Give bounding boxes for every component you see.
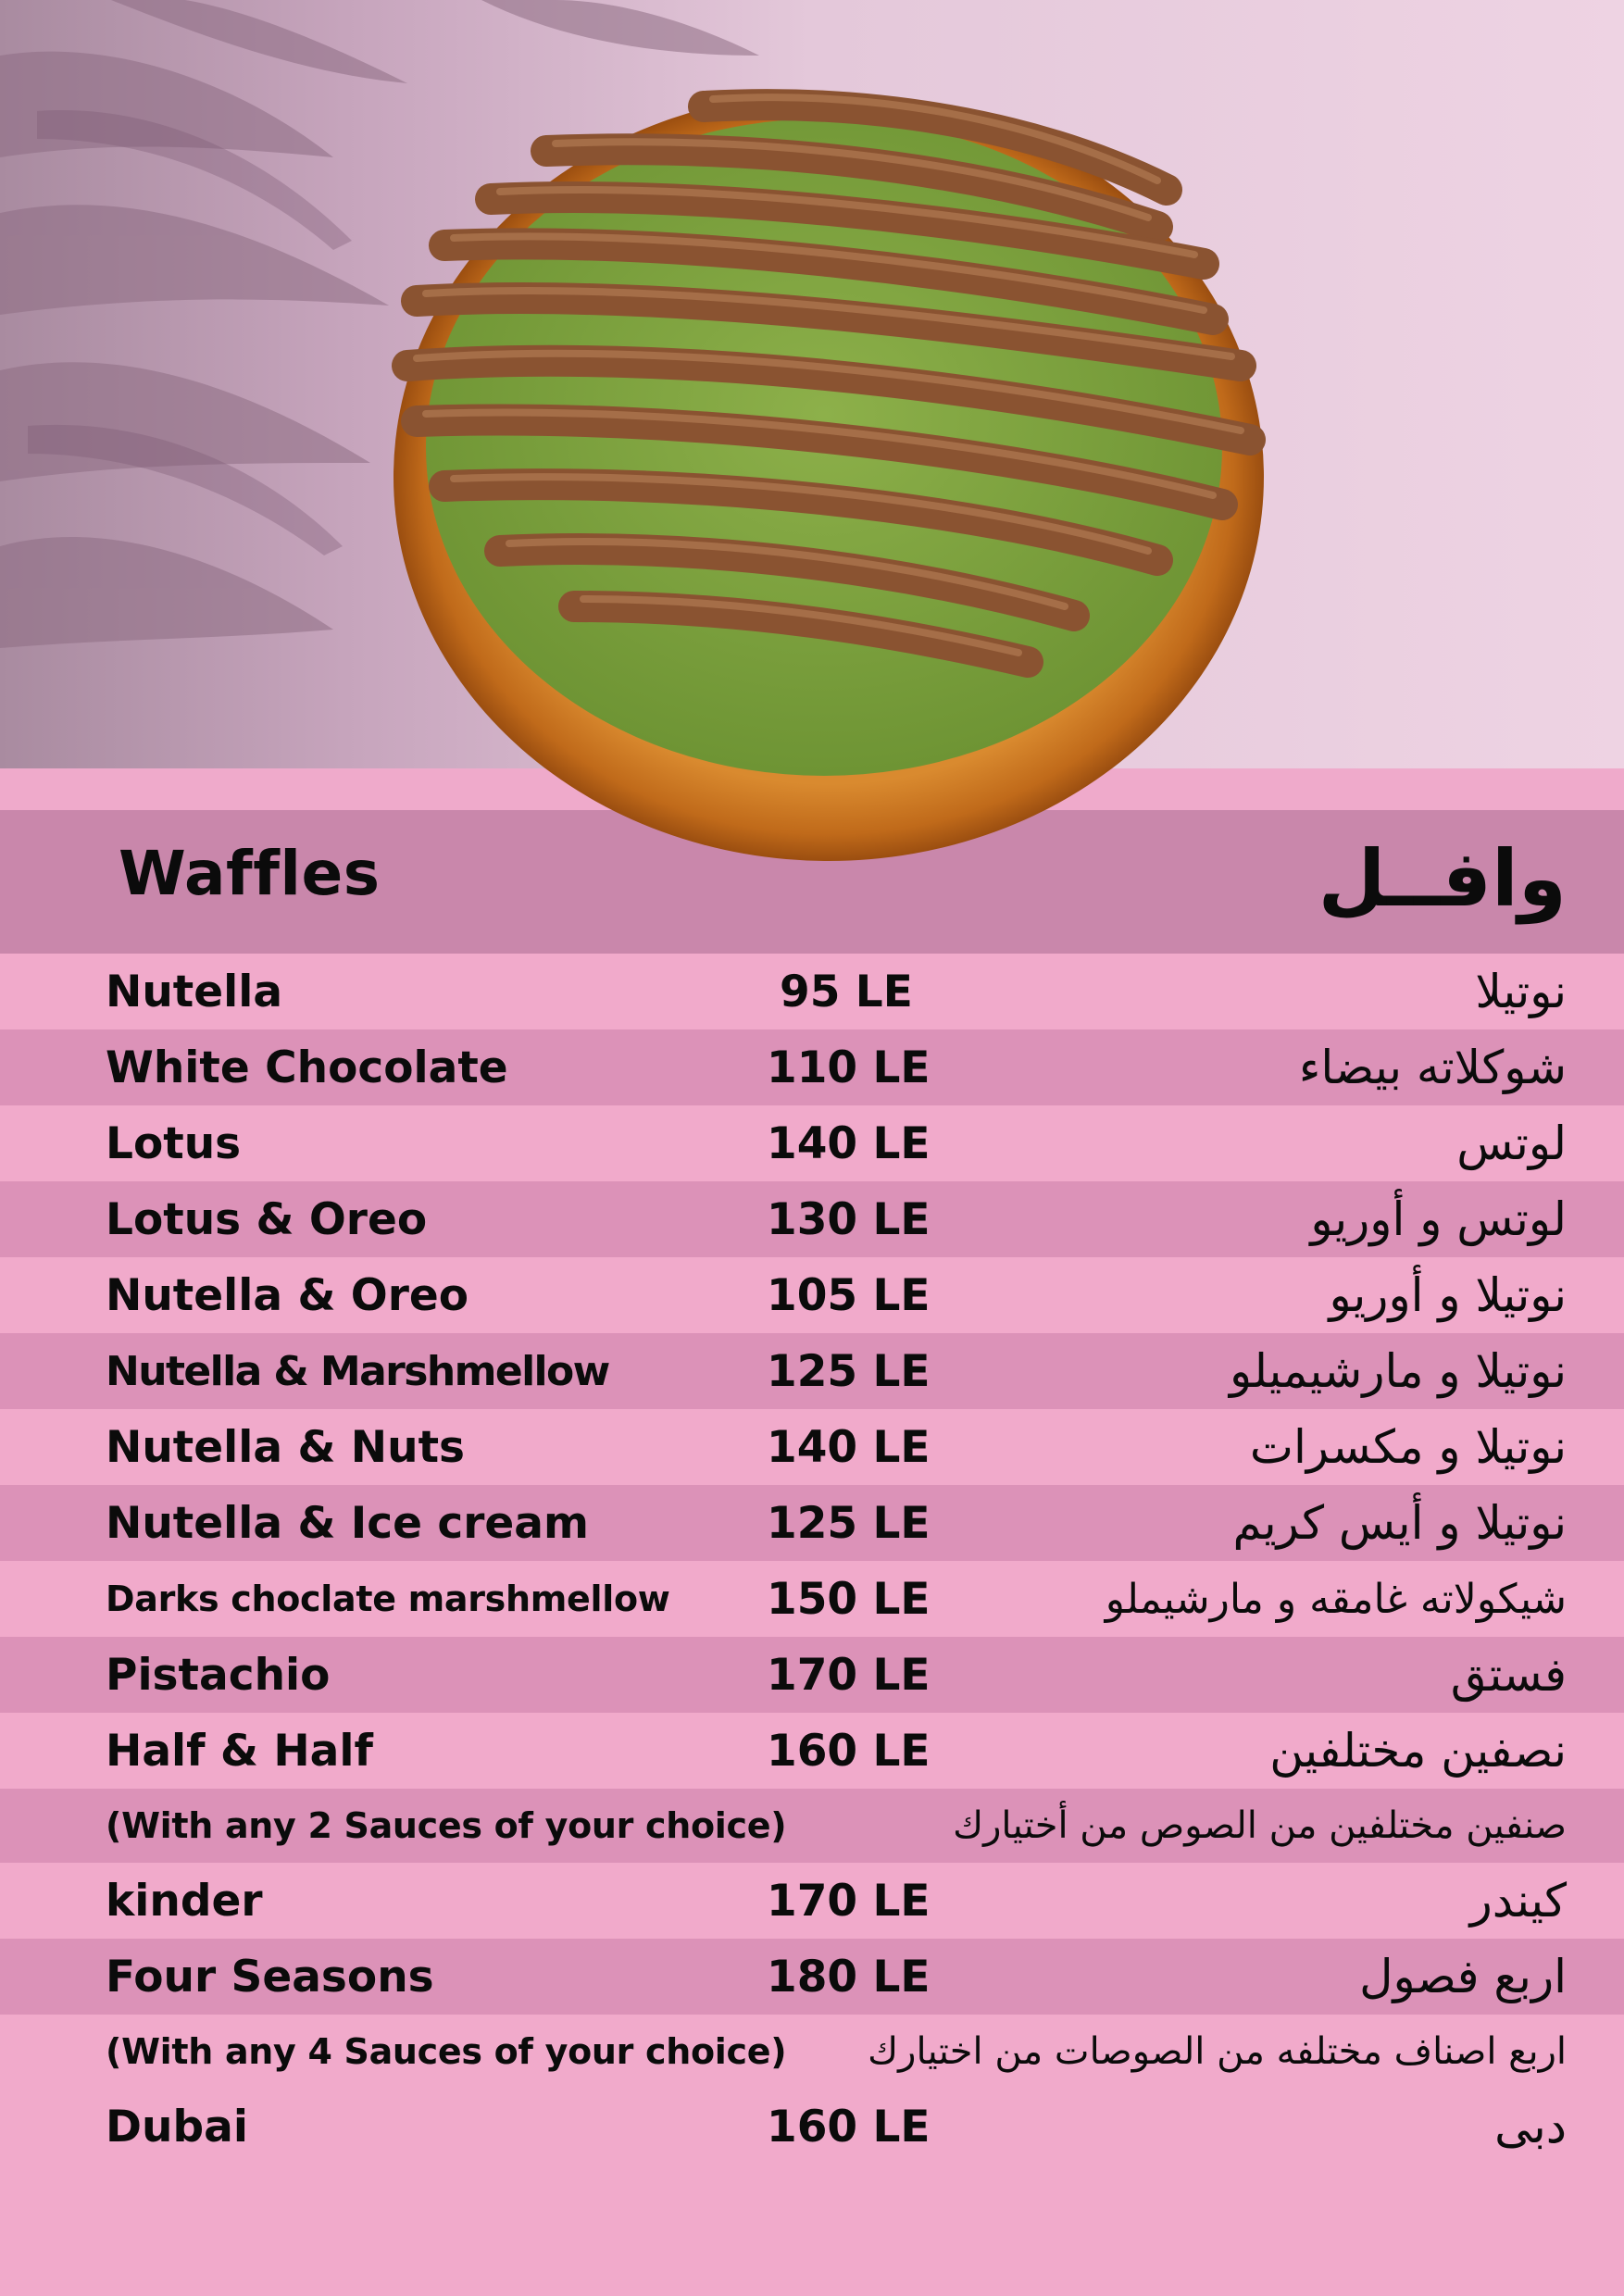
- menu-row-nutella-oreo: [0, 1257, 1624, 1333]
- item-price: 160 LE: [767, 2101, 931, 2152]
- menu-row-half-half: [0, 1713, 1624, 1789]
- item-name: kinder: [106, 1875, 263, 1927]
- menu-row-dark-chocolate-marshmellow: [0, 1561, 1624, 1637]
- item-name: Lotus & Oreo: [106, 1193, 428, 1245]
- item-name: Nutella: [106, 966, 283, 1017]
- item-name: Nutella & Oreo: [106, 1269, 469, 1321]
- item-price: 160 LE: [767, 1725, 931, 1777]
- menu-row-kinder: [0, 1863, 1624, 1939]
- item-price: 180 LE: [767, 1951, 931, 2003]
- item-name-arabic: نوتيلا و أوريو: [1329, 1268, 1567, 1322]
- item-price: 95 LE: [780, 966, 913, 1017]
- item-name-arabic: اربع فصول: [1359, 1950, 1567, 2003]
- item-price: 125 LE: [767, 1497, 931, 1549]
- item-name-arabic: لوتس و أوريو: [1310, 1192, 1567, 1246]
- item-name-arabic: شوكلاته بيضاء: [1298, 1041, 1567, 1094]
- menu-row-nutella: [0, 954, 1624, 1029]
- item-note-arabic: اربع اصناف مختلفه من الصوصات من اختيارك: [868, 2030, 1567, 2073]
- item-price: 110 LE: [767, 1042, 931, 1093]
- item-name: Half & Half: [106, 1725, 373, 1777]
- item-price: 105 LE: [767, 1269, 931, 1321]
- item-name: Dubai: [106, 2101, 248, 2152]
- item-name-arabic: دبى: [1494, 2100, 1567, 2153]
- menu-row-white-chocolate: [0, 1029, 1624, 1105]
- menu-note-two-sauces: [0, 1789, 1624, 1863]
- item-name: Darks choclate marshmellow: [106, 1578, 670, 1619]
- item-name-arabic: نوتيلا و أيس كريم: [1232, 1496, 1567, 1550]
- menu-note-four-sauces: [0, 2015, 1624, 2089]
- item-price: 150 LE: [767, 1573, 931, 1625]
- item-name: Lotus: [106, 1117, 242, 1169]
- menu-row-pistachio: [0, 1637, 1624, 1713]
- item-note: (With any 4 Sauces of your choice): [106, 2031, 787, 2072]
- menu-row-dubai: [0, 2089, 1624, 2165]
- item-price: 170 LE: [767, 1875, 931, 1927]
- item-name-arabic: لوتس: [1456, 1117, 1567, 1170]
- item-name: Four Seasons: [106, 1951, 434, 2003]
- pistachio-waffle-image: [389, 88, 1268, 866]
- item-name-arabic: نوتيلا و مارشيميلو: [1229, 1344, 1567, 1398]
- menu-row-nutella-marshmellow: [0, 1333, 1624, 1409]
- menu-row-nutella-nuts: [0, 1409, 1624, 1485]
- item-price: 170 LE: [767, 1649, 931, 1701]
- item-note-arabic: صنفين مختلفين من الصوص من أختيارك: [953, 1804, 1567, 1847]
- menu-row-lotus-oreo: [0, 1181, 1624, 1257]
- item-price: 125 LE: [767, 1345, 931, 1397]
- item-name-arabic: نوتيلا: [1475, 965, 1567, 1018]
- item-name: Nutella & Marshmellow: [106, 1347, 609, 1395]
- menu-row-nutella-ice-cream: [0, 1485, 1624, 1561]
- item-price: 130 LE: [767, 1193, 931, 1245]
- item-price: 140 LE: [767, 1421, 931, 1473]
- item-name: Nutella & Nuts: [106, 1421, 466, 1473]
- item-note: (With any 2 Sauces of your choice): [106, 1805, 787, 1846]
- menu-row-lotus: [0, 1105, 1624, 1181]
- menu-title-arabic: وافــل: [1318, 833, 1567, 924]
- item-name: Pistachio: [106, 1649, 331, 1701]
- item-name-arabic: فستق: [1450, 1648, 1567, 1702]
- item-name: White Chocolate: [106, 1042, 508, 1093]
- item-name: Nutella & Ice cream: [106, 1497, 589, 1549]
- item-price: 140 LE: [767, 1117, 931, 1169]
- menu-row-four-seasons: [0, 1939, 1624, 2015]
- menu-title-english: Waffles: [119, 838, 381, 909]
- item-name-arabic: نصفين مختلفين: [1269, 1724, 1567, 1778]
- item-name-arabic: شيكولاته غامقه و مارشيملو: [1105, 1575, 1567, 1623]
- item-name-arabic: نوتيلا و مكسرات: [1249, 1420, 1567, 1474]
- item-name-arabic: كيندر: [1469, 1874, 1567, 1928]
- menu-list: [0, 954, 1624, 2165]
